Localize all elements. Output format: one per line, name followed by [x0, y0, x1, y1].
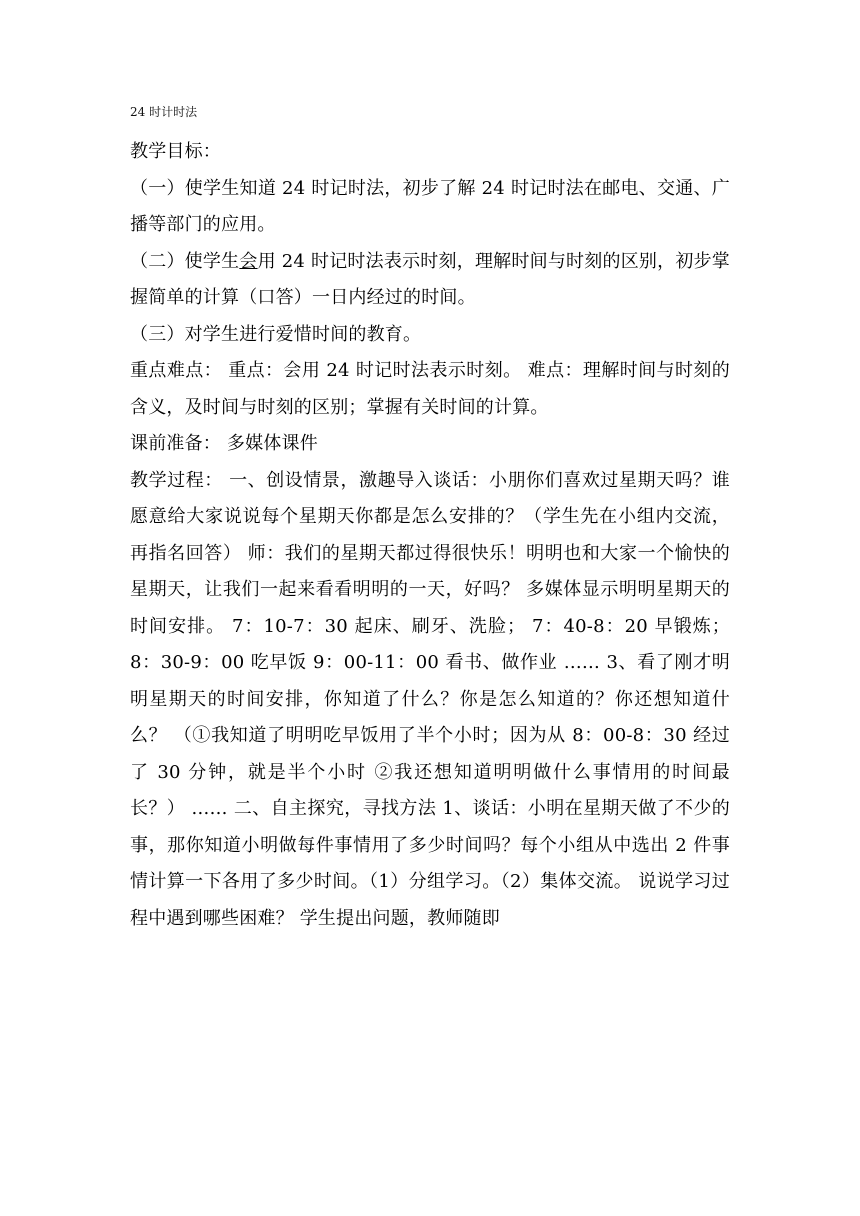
objective-2-underlined-word: 会: [239, 250, 258, 272]
objective-1: （一）使学生知道 24 时记时法，初步了解 24 时记时法在邮电、交通、广播等部门的应用。: [130, 177, 730, 235]
objective-2-prefix: （二）使学生: [130, 250, 240, 272]
document-page: [130, 104, 730, 937]
objectives-heading: 教学目标：: [130, 141, 221, 162]
objective-2-suffix: 用 24 时记时法表示时刻，理解时间与时刻的区别，初步掌握简单的计算（口答）一日内经过的时间。: [130, 250, 731, 308]
document-title: 24 时计时法: [130, 105, 198, 119]
objective-2: [130, 244, 730, 317]
teaching-process: 教学过程： 一、创设情景，激趣导入谈话：小朋你们喜欢过星期天吗？谁愿意给大家说说每个星期天你都是怎么安排的？（学生先在小组内交流，再指名回答） 师：我们的星期天都过得很快乐！明明也和大家一个愉快的星期天，让我们一起来看看明明的一天，好吗？ 多媒体显示明明星期天的时间安排。 7：10-7：30 起床、刷牙、洗脸； 7：40-8：20 早锻炼； 8：30-9：00 吃早饭 9：00-11：00 看书、做作业 …… 3、看了刚才明明星期天的时间安排，你知道了什么？你是怎么知道的？你还想知道什么？ （①我知道了明明吃早饭用了半个小时；因为从 8：00-8：30 经过了 30 分钟，就是半个小时 ②我还想知道明明做什么事情用的时间最长？） …… 二、自主探究，寻找方法 1、谈话：小明在星期天做了不少的事，那你知道小明做每件事情用了多少时间吗？每个小组从中选出 2 件事情计算一下各用了多少时间。（1）分组学习。（2）集体交流。 说说学习过程中遇到哪些困难？ 学生提出问题，教师随即: [130, 469, 730, 929]
objective-3: （三）对学生进行爱惜时间的教育。: [130, 323, 422, 345]
key-points: 重点难点： 重点：会用 24 时记时法表示时刻。 难点：理解时间与时刻的含义，及时间与时刻的区别；掌握有关时间的计算。: [130, 360, 730, 418]
document-body: [130, 134, 730, 937]
preparation: 课前准备： 多媒体课件: [130, 433, 318, 454]
